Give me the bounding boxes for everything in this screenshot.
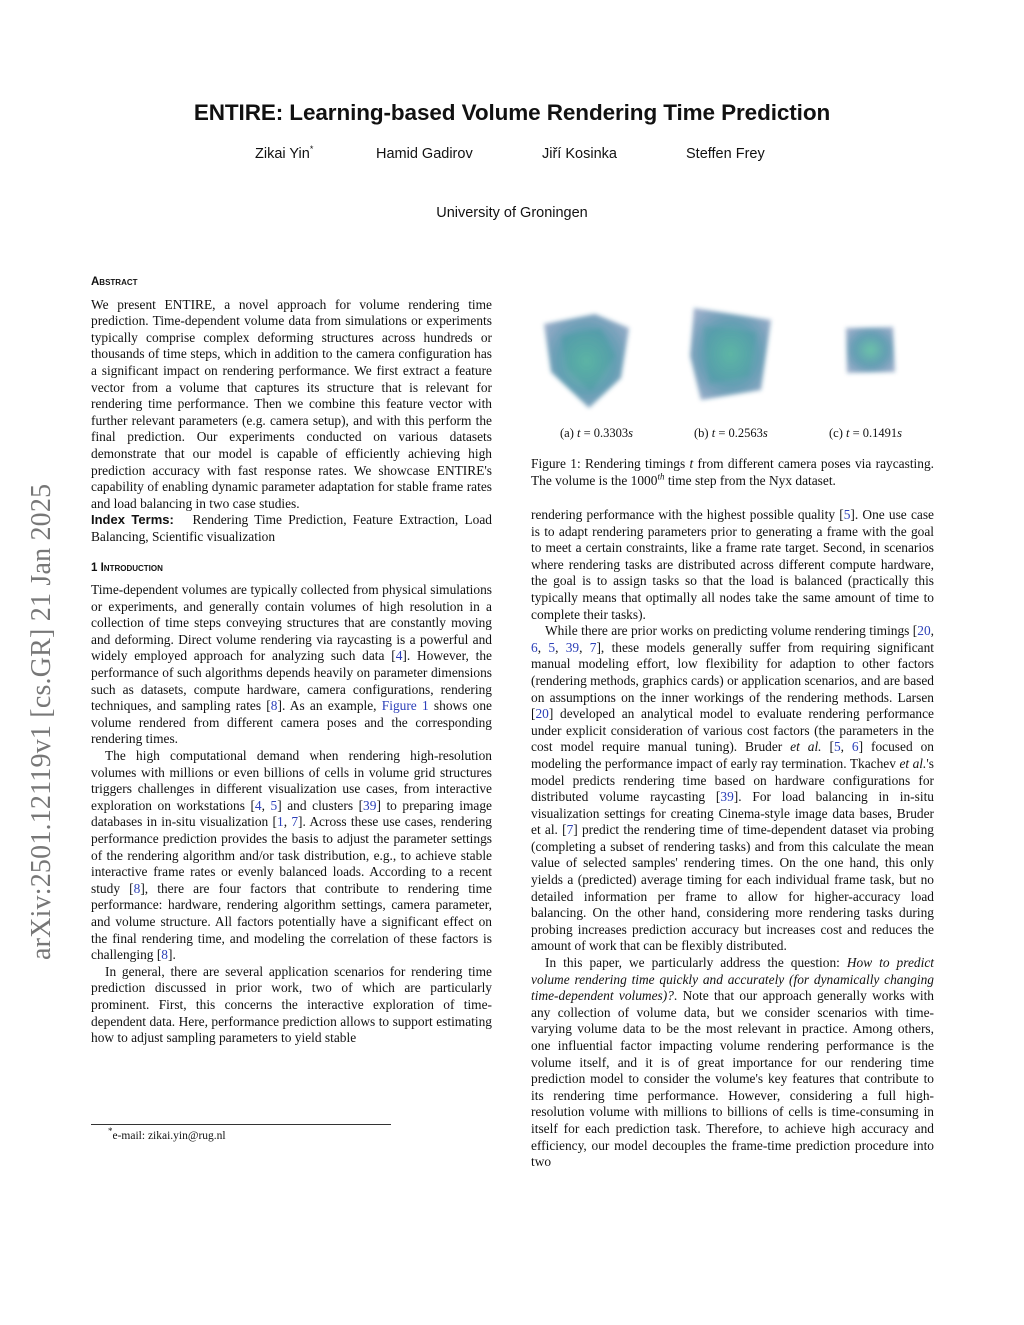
citation-link[interactable]: 7	[566, 822, 574, 838]
citation-link[interactable]: 8	[270, 698, 278, 714]
citation-link[interactable]: 20	[917, 623, 931, 639]
citation-link[interactable]: 20	[535, 706, 549, 722]
author-4: Steffen Frey	[686, 146, 765, 162]
introduction-heading: 1 Introduction	[91, 561, 163, 574]
intro-paragraph-3-continued: rendering performance with the highest possible quality [5]. One use case is to adapt rendering parameters prior to generating a frame with the goal to meet a certain constraints, like a frame rate target. Second, in scenarios where rendering tasks are distributed across different compute hardware, the goal is to assign tasks so that the load is balanced (practically this typically means that optimally all nodes take the same amount of time to complete their tasks).	[531, 507, 934, 622]
paper-title: ENTIRE: Learning-based Volume Rendering Time Prediction	[193, 100, 831, 125]
subcaption-a: (a) t = 0.3303s	[560, 426, 634, 440]
citation-link[interactable]: 5	[843, 507, 851, 522]
citation-link[interactable]: 39	[720, 789, 734, 805]
citation-link[interactable]: 1	[276, 814, 284, 830]
footnote: *e-mail: zikai.yin@rug.nl	[108, 1126, 226, 1142]
abstract-text: We present ENTIRE, a novel approach for volume rendering time prediction. Time-dependent volume data from simulations or experiments typically comprise complex deforming structures across hundreds or thousands of time steps, which in addition to the camera configuration has a significant impact on rendering performance. We first extract a feature vector from a volume that captures its structure that is relevant for rendering time performance. Then we combine this feature vector with further relevant parameters (e.g. camera setup), and with this perform the final prediction. Our experiments conducted on various datasets demonstrate that our model is capable of efficiently achieving high prediction accuracy with fast response rates. We showcase ENTIRE's capability of enabling dynamic parameter adaptation for stable frame rates and load balancing in two case studies.	[91, 296, 492, 511]
abstract-heading: Abstract	[91, 276, 138, 288]
citation-link[interactable]: 5	[833, 739, 841, 755]
citation-link[interactable]: 8	[161, 947, 168, 963]
subcaption-b: (b) t = 0.2563s	[694, 426, 768, 440]
citation-link[interactable]: Figure 1	[381, 698, 429, 714]
citation-link[interactable]: 7	[589, 639, 597, 655]
citation-link[interactable]: 4	[395, 648, 403, 664]
intro-paragraph-1: Time-dependent volumes are typically collected from physical simulations or experiments, and generally contain volumes of high resolution in a collection of time steps conveying structures that are constantly moving and deforming. Direct volume rendering via raycasting is a powerful and widely employed approach for analyzing such data [4]. However, the performance of such algorithms depends heavily on parameter dimensions such as datasets, compute hardware, camera configurations, rendering techniques, and sampling rates [8]. As an example, Figure 1 shows one volume rendered from different camera poses and the corresponding rendering times.	[91, 582, 493, 747]
intro-paragraph-4: While there are prior works on predicting volume rendering timings [20, 6, 5, 39, 7], these models generally suffer from requiring significant manual modeling effort, low flexibility for adaption to other factors (rendering methods, graphics cards) or application scenarios, and are based on assumptions on the inner workings of the rendering methods. Larsen [20] developed an analytical model to evaluate rendering performance under explicit consideration of various cost factors (the parameters in the cost model require manual tuning). Bruder et al. [5, 6] focused on modeling the performance impact of early ray termination. Tkachev et al.'s model predicts rendering time based on hardware configurations for distributed volume raycasting [39]. For load balancing in in-situ visualization settings for creating Cinema-style image data bases, Bruder et al. [7] predict the rendering time of time-dependent dataset via probing (completing a subset of rendering tasks) and from this calculate the mean value of selected samples' rendering times. On the one hand, this only yields a (predicted) average timing for each individual frame task, but no detailed information per frame to allow for higher-accuracy load balancing. On the other hand, considering more rendering tasks during probing increases prediction accuracy but increases cost and reduces the amount of work that can be flexibly distributed.	[531, 623, 935, 954]
figure-1-caption: Figure 1: Rendering timings t from different camera poses via raycasting. The volume is the 1000th time step from the Nyx dataset.	[531, 456, 934, 488]
left-column	[91, 274, 492, 1047]
render-c-volume	[846, 327, 895, 373]
citation-link[interactable]: 4	[254, 797, 262, 813]
subcaption-c: (c) t = 0.1491s	[829, 426, 903, 440]
author-2: Hamid Gadirov	[376, 146, 473, 162]
author-1: Zikai Yin*	[255, 144, 314, 162]
index-terms-label: Index Terms:	[91, 512, 174, 528]
affiliation: University of Groningen	[436, 205, 588, 221]
citation-link[interactable]: 5	[270, 797, 278, 813]
arxiv-watermark: arXiv:2501.12119v1 [cs.GR] 21 Jan 2025	[26, 483, 57, 960]
right-column	[531, 507, 934, 1171]
render-a-volume	[544, 314, 629, 408]
intro-paragraph-3: In general, there are several application scenarios for rendering time prediction discussed in prior work, two of which are particularly prominent. First, this concerns the interactive exploration of time-dependent data. Here, performance prediction allows to support estimating how to adjust sampling parameters to yield stable	[91, 963, 492, 1046]
render-b-volume	[690, 308, 771, 400]
figure-1-renderings	[531, 296, 934, 421]
author-3: Jiří Kosinka	[542, 146, 617, 162]
figure-1	[531, 296, 934, 496]
citation-link[interactable]: 39	[565, 639, 580, 655]
intro-paragraph-5: In this paper, we particularly address the question: How to predict volume rendering time quickly and accurately (for dynamically changing time-dependent volumes)?. Note that our approach generally works with any collection of volume data, but we consider scenarios with time-varying volume data to be the most relevant in practice. Among others, one influential factor impacting volume rendering performance is the volume itself, and it is of great importance for our rendering time prediction model to consider the volume's key features that contribute to its rendering time performance. However, considering a full high-resolution volume with millions to billions of cells is time-consuming in itself for each prediction task. Therefore, to achieve high accuracy and efficiency, our model decouples the frame-time prediction procedure into two	[531, 955, 934, 1170]
intro-paragraph-2: The high computational demand when rendering high-resolution volumes with millions or even billions of cells in volume grid structures triggers challenges in different visualization use cases, from interactive exploration on workstations [4, 5] and clusters [39] to preparing image databases in in-situ visualization [1, 7]. Across these use cases, rendering performance prediction provides the basis to adjust the parameter settings of the rendering algorithm and/or task distribution, e.g., to achieve stable interactive frame rates or evenly balanced loads. According to a recent study [8], there are four factors that contribute to rendering time performance: hardware, rendering algorithm settings, camera parameter, and volume structure. All factors potentially have a significant effect on the final rendering time, and modeling the correlation of these factors is challenging [8].	[91, 748, 492, 963]
index-terms	[91, 512, 492, 545]
index-terms-text: Rendering Time Prediction, Feature Extraction, Load Balancing, Scientific visualization	[91, 512, 492, 544]
citation-link[interactable]: 5	[548, 639, 556, 655]
citation-link[interactable]: 7	[291, 814, 299, 830]
footnote-rule	[91, 1124, 391, 1125]
citation-link[interactable]: 8	[133, 880, 141, 896]
citation-link[interactable]: 39	[363, 797, 377, 813]
citation-link[interactable]: 6	[851, 739, 859, 755]
citation-link[interactable]: 6	[531, 639, 538, 655]
